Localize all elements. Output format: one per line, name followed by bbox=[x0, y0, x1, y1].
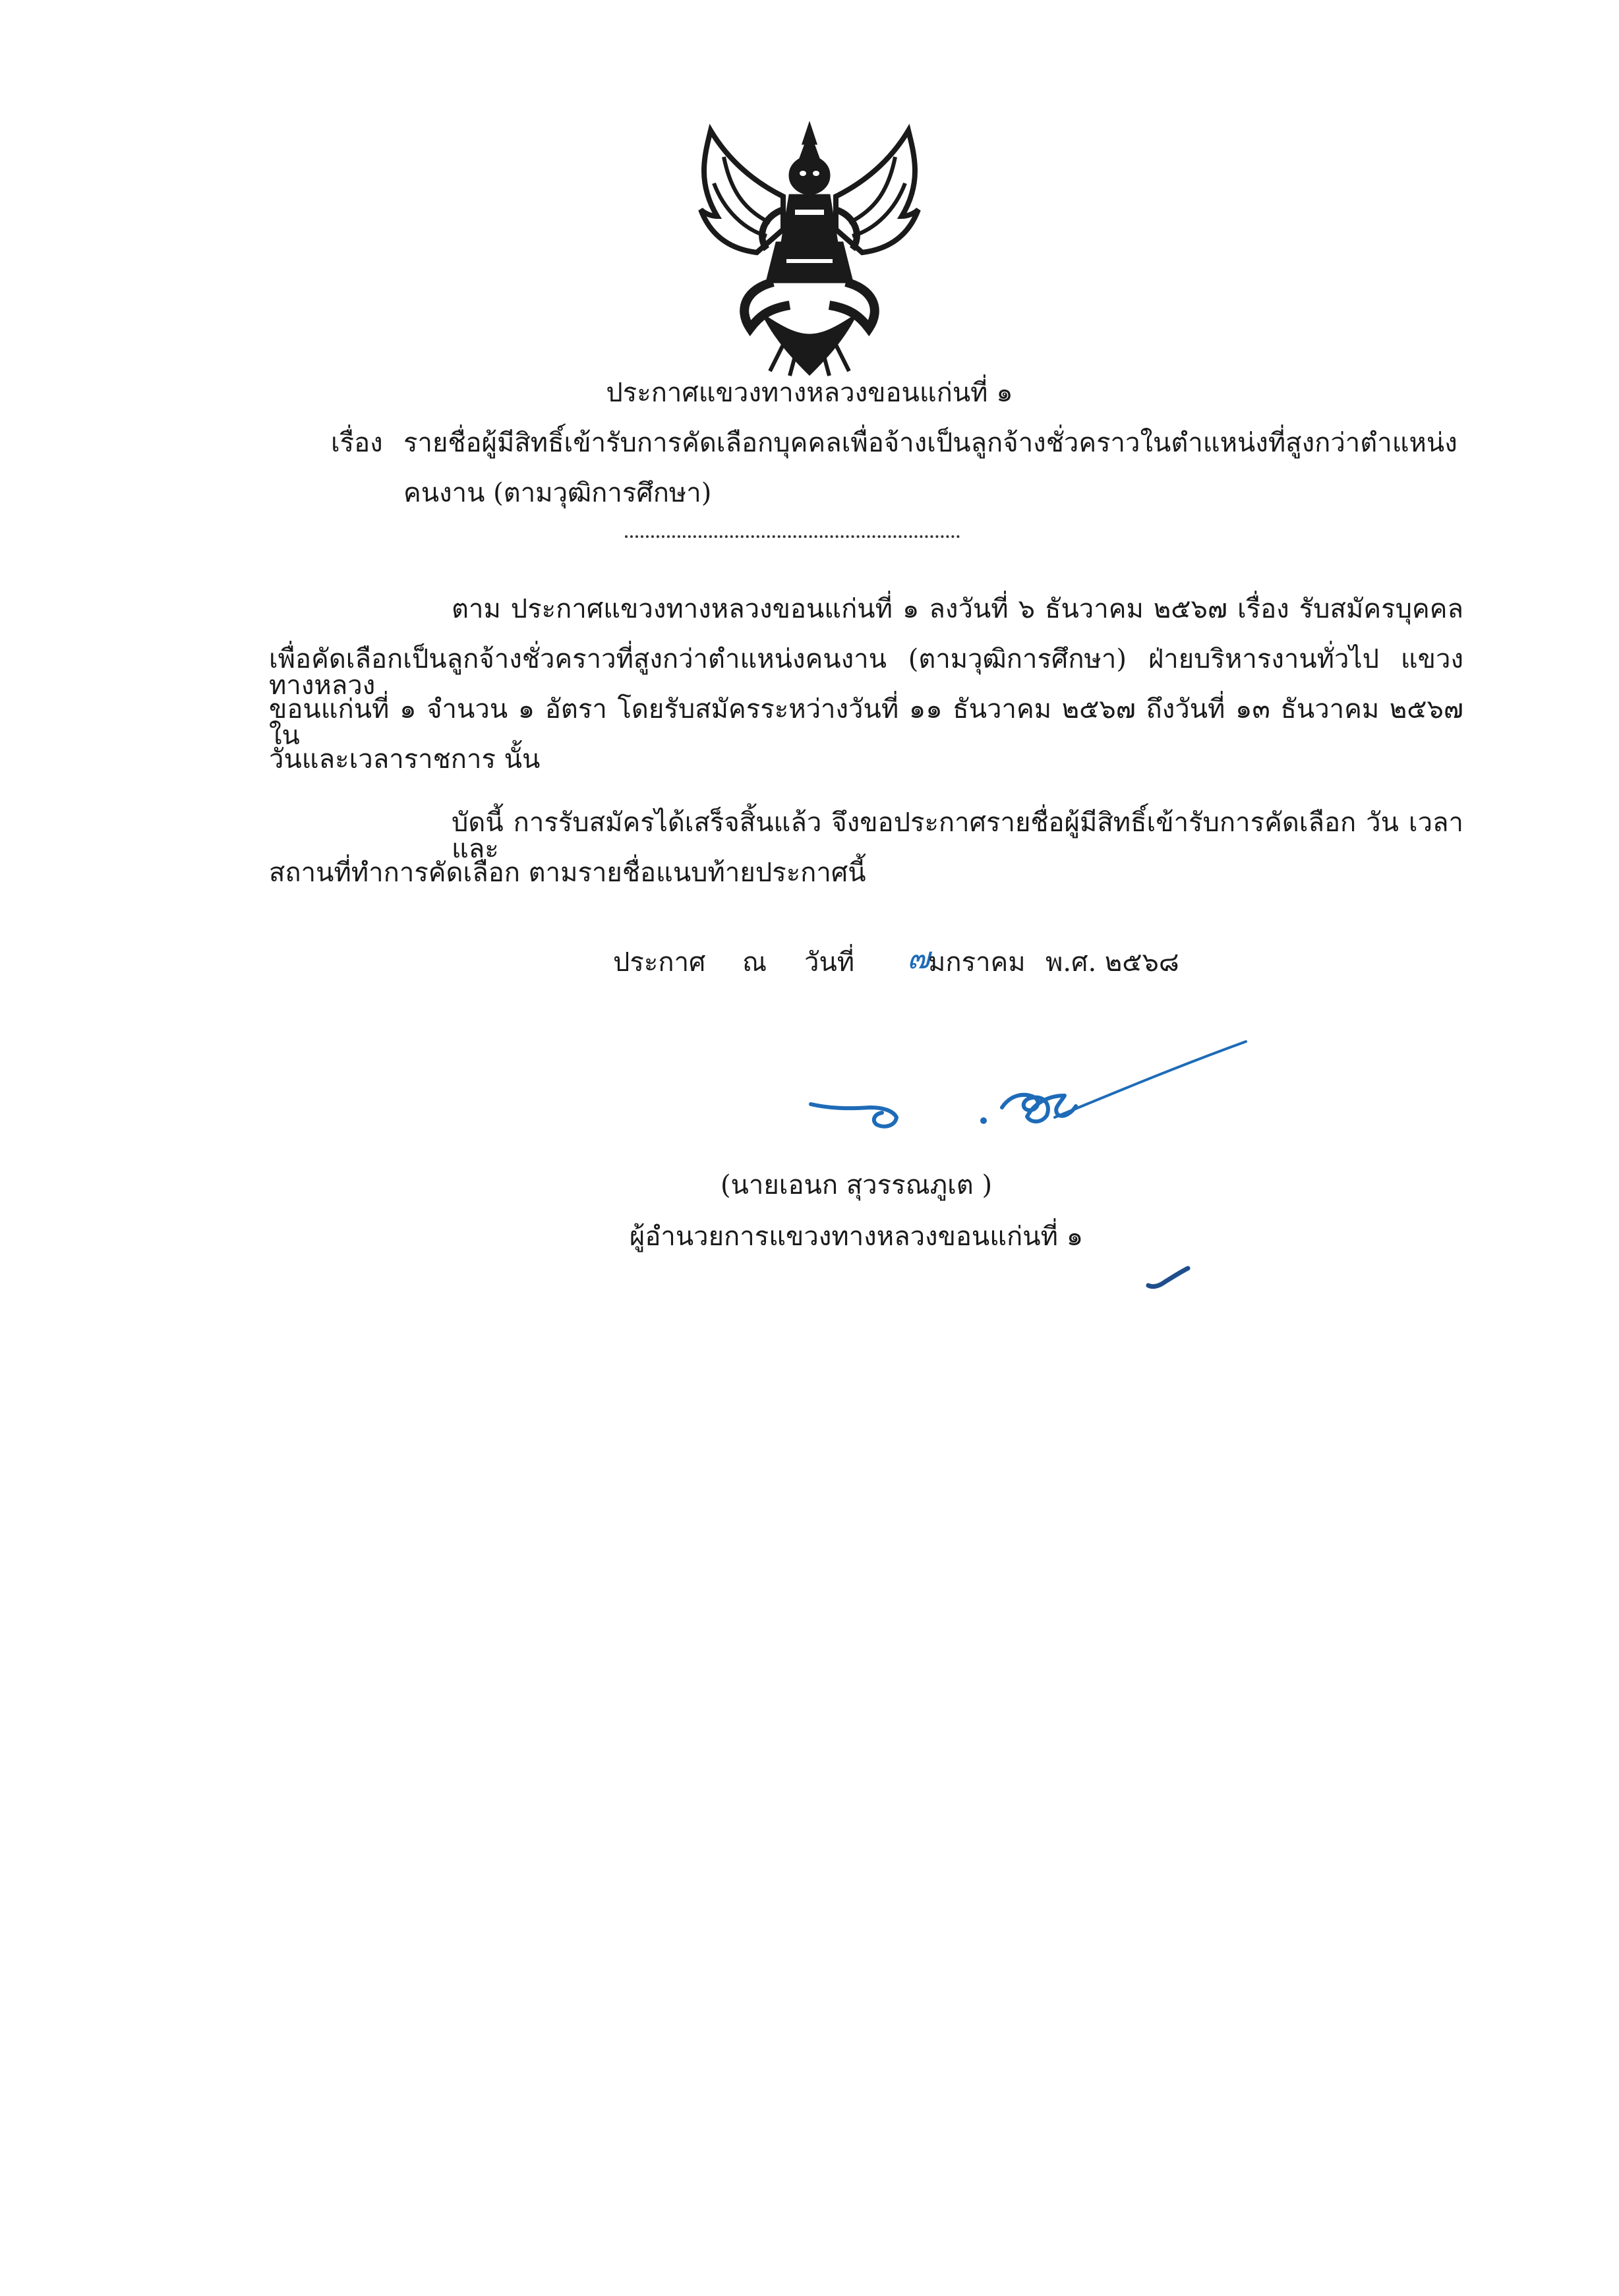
body-paragraph-line: ขอนแก่นที่ ๑ จำนวน ๑ อัตรา โดยรับสมัครระหว่างวันที่ ๑๑ ธันวาคม ๒๕๖๗ ถึงวันที่ ๑๓ ธันวาคม ๒๕๖๗ ใน bbox=[269, 694, 1463, 751]
announce-label: ประกาศ bbox=[613, 947, 706, 978]
garuda-emblem-icon bbox=[684, 117, 935, 378]
signer-position: ผู้อำนวยการแขวงทางหลวงขอนแก่นที่ ๑ bbox=[629, 1222, 1084, 1252]
body-paragraph-line: เพื่อคัดเลือกเป็นลูกจ้างชั่วคราวที่สูงกว่าตำแหน่งคนงาน (ตามวุฒิการศึกษา) ฝ่ายบริหารงานทั่วไป แขวงทางหลวง bbox=[269, 644, 1463, 701]
body-paragraph-line: วันและเวลาราชการ นั้น bbox=[269, 744, 541, 775]
announce-day-handwritten: ๗ bbox=[907, 940, 930, 976]
initial-tick-icon bbox=[1146, 1266, 1192, 1292]
signer-name: (นายเอนก สุวรรณภูเต ) bbox=[720, 1170, 993, 1200]
announce-month: มกราคม bbox=[928, 947, 1026, 978]
subject-line: รายชื่อผู้มีสิทธิ์เข้ารับการคัดเลือกบุคคลเพื่อจ้างเป็นลูกจ้างชั่วคราวในตำแหน่งที่สูงกว่าตำแหน่ง bbox=[403, 428, 1457, 458]
subject-line: คนงาน (ตามวุฒิการศึกษา) bbox=[403, 478, 712, 508]
body-paragraph-line: บัดนี้ การรับสมัครได้เสร็จสิ้นแล้ว จึงขอประกาศรายชื่อผู้มีสิทธิ์เข้ารับการคัดเลือก วัน เวลา และ bbox=[452, 808, 1463, 864]
dotted-separator bbox=[625, 535, 960, 538]
body-paragraph-line: ตาม ประกาศแขวงทางหลวงขอนแก่นที่ ๑ ลงวันที่ ๖ ธันวาคม ๒๕๖๗ เรื่อง รับสมัครบุคคล bbox=[452, 594, 1463, 624]
announce-year: พ.ศ. ๒๕๖๘ bbox=[1045, 947, 1179, 978]
announce-day-label: วันที่ bbox=[804, 947, 855, 978]
announcement-title: ประกาศแขวงทางหลวงขอนแก่นที่ ๑ bbox=[606, 378, 1013, 408]
body-paragraph-line: สถานที่ทำการคัดเลือก ตามรายชื่อแนบท้ายประกาศนี้ bbox=[269, 858, 866, 888]
announce-at: ณ bbox=[742, 947, 767, 978]
subject-label: เรื่อง bbox=[331, 428, 383, 458]
handwritten-signature-icon bbox=[804, 1035, 1252, 1147]
